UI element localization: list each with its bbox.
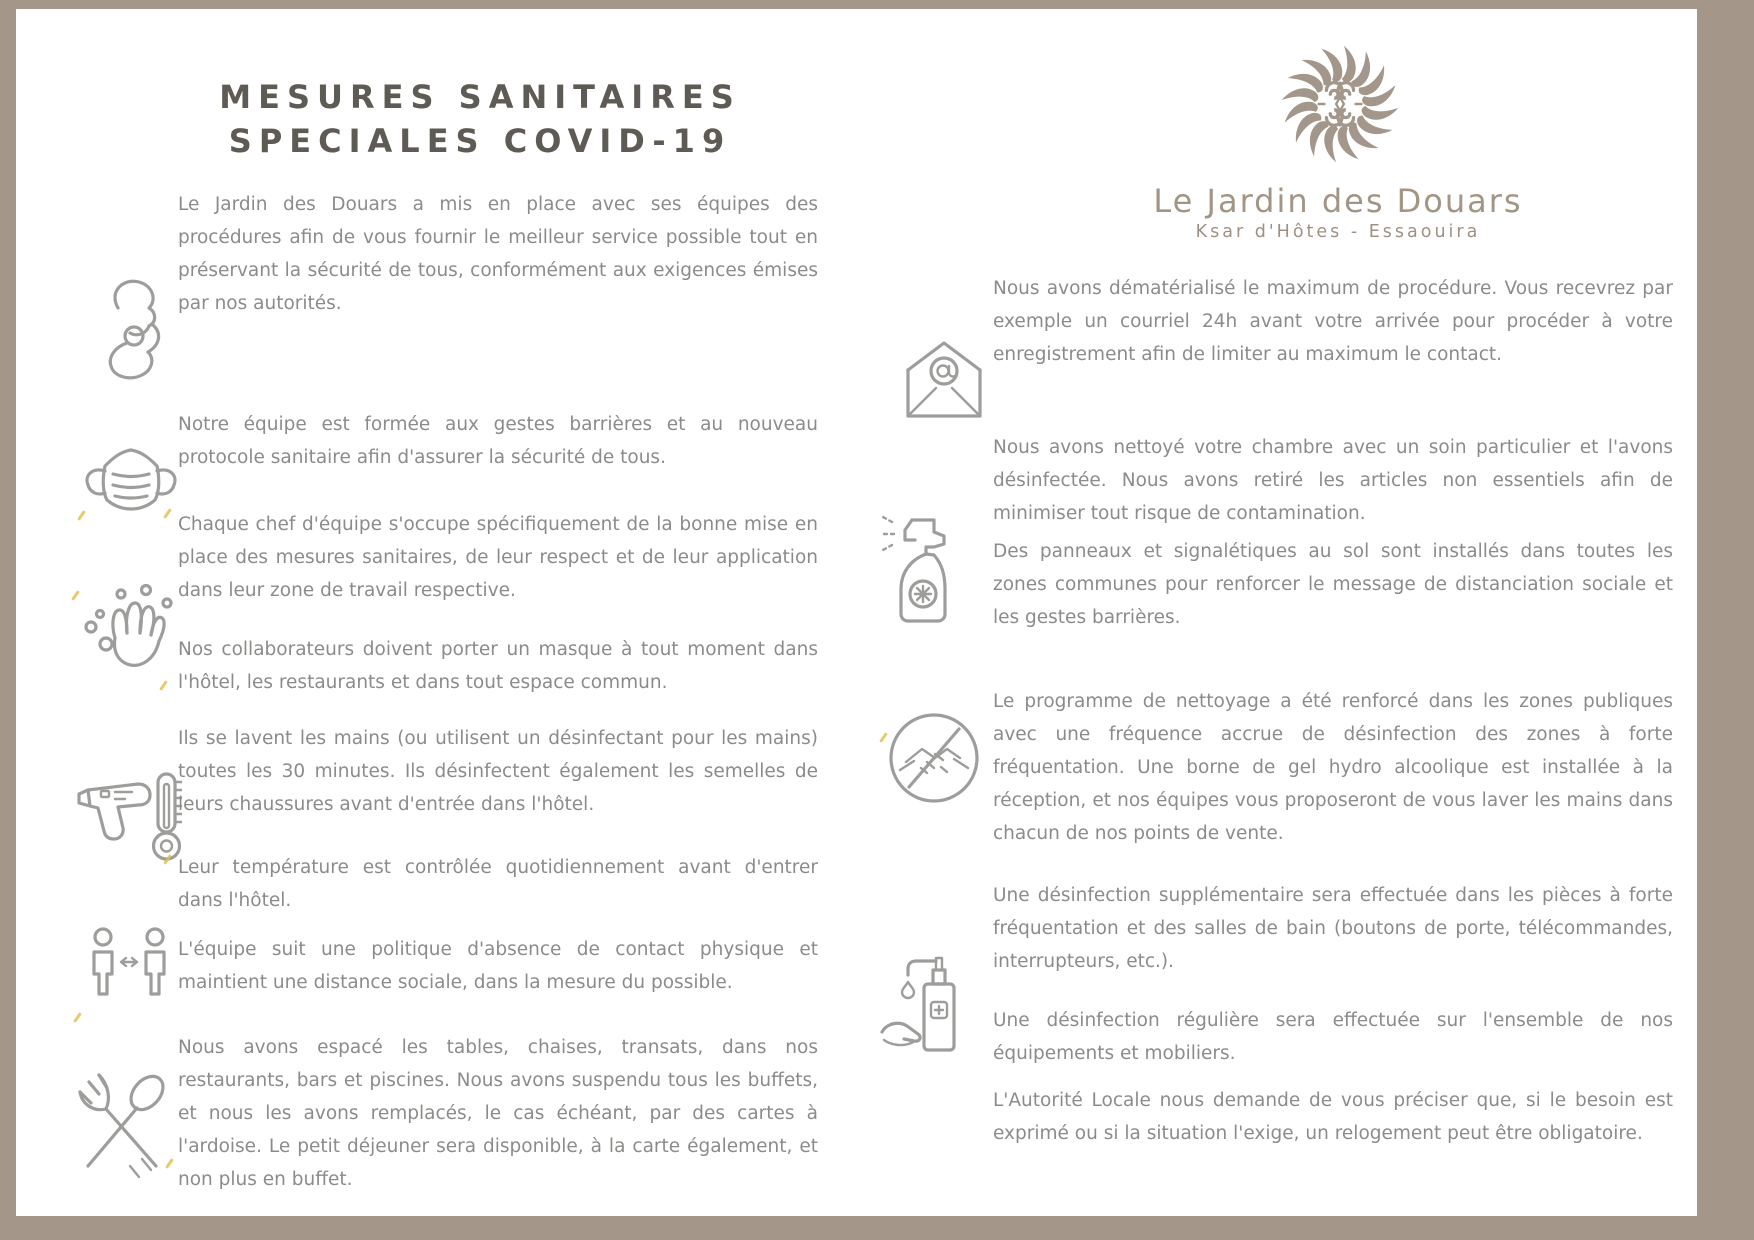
measure-paragraph: Le Jardin des Douars a mis en place avec ses équipes des procédures afin de vous fournir le meilleur service possible tout en préservant la sécurité de tous, conformément aux exigences émises par nos autorités. (178, 194, 818, 314)
email-envelope-icon (898, 330, 990, 424)
page-title-line2: SPECIALES COVID-19 (228, 122, 732, 161)
sneeze-into-elbow-icon (85, 272, 180, 387)
measure-paragraph: Ils se lavent les mains (ou utilisent un désinfectant pour les mains) toutes les 30 minutes. Ils désinfectent également les semelles de leurs chaussures avant d'entrée dans l'hôtel. (178, 728, 818, 815)
crossed-cutlery-icon (68, 1066, 172, 1188)
thermometer-gun-icon (70, 760, 182, 872)
hand-sanitizer-icon (878, 944, 970, 1058)
measure-paragraph: Nos collaborateurs doivent porter un masque à tout moment dans l'hôtel, les restaurants et dans tout espace commun. (178, 639, 818, 693)
no-handshake-icon (884, 708, 984, 808)
measure-paragraph: Le programme de nettoyage a été renforcé dans les zones publiques avec une fréquence accrue de désinfection des zones à forte fréquentation. Une borne de gel hydro alcoolique est installée à la réception, et nos équipes vous proposeront de vous laver les mains dans chacun de nos points de vente. (993, 691, 1673, 844)
measure-paragraph: Une désinfection régulière sera effectuée sur l'ensemble de nos équipements et mobiliers. (993, 1010, 1673, 1064)
measure-paragraph: Nous avons dématérialisé le maximum de procédure. Vous recevrez par exemple un courriel 24h avant votre arrivée pour procéder à votre enregistrement afin de limiter au maximum le contact. (993, 278, 1673, 365)
page-title-line1: MESURES SANITAIRES (219, 78, 741, 117)
measure-paragraph: L'équipe suit une politique d'absence de contact physique et maintient une distance sociale, dans la mesure du possible. (178, 939, 818, 993)
hotel-name: Le Jardin des Douars (1153, 182, 1523, 220)
measure-paragraph: Une désinfection supplémentaire sera effectuée dans les pièces à forte fréquentation et des salles de bain (boutons de porte, télécommandes, interrupteurs, etc.). (993, 885, 1673, 972)
disinfectant-spray-icon (870, 510, 966, 626)
sun-logo (1272, 36, 1408, 174)
measure-paragraph: L'Autorité Locale nous demande de vous préciser que, si le besoin est exprimé ou si la situation l'exige, un relogement peut être obligatoire. (993, 1090, 1673, 1144)
measure-paragraph: Leur température est contrôlée quotidiennement avant d'entrer dans l'hôtel. (178, 857, 818, 911)
measure-paragraph: Nous avons espacé les tables, chaises, transats, dans nos restaurants, bars et piscines. Nous avons suspendu tous les buffets, et nous les avons remplacés, le cas échéant, par des cartes à l'ardoise. Le petit déjeuner sera disponible, à la carte également, et non plus en buffet. (178, 1037, 818, 1190)
measure-paragraph: Des panneaux et signalétiques au sol sont installés dans toutes les zones communes pour renforcer le message de distanciation sociale et les gestes barrières. (993, 541, 1673, 628)
social-distance-icon (80, 926, 178, 1016)
measure-paragraph: Chaque chef d'équipe s'occupe spécifiquement de la bonne mise en place des mesures sanitaires, de leur respect et de leur application dans leur zone de travail respective. (178, 514, 818, 601)
hotel-tagline: Ksar d'Hôtes - Essaouira (1195, 222, 1481, 242)
hand-washing-icon (76, 578, 178, 684)
page-title (205, 75, 755, 163)
measure-paragraph: Notre équipe est formée aux gestes barrières et au nouveau protocole sanitaire afin d'assurer la sécurité de tous. (178, 414, 818, 468)
measure-paragraph: Nous avons nettoyé votre chambre avec un soin particulier et l'avons désinfectée. Nous avons retiré les articles non essentiels afin de minimiser tout risque de contamination. (993, 437, 1673, 524)
